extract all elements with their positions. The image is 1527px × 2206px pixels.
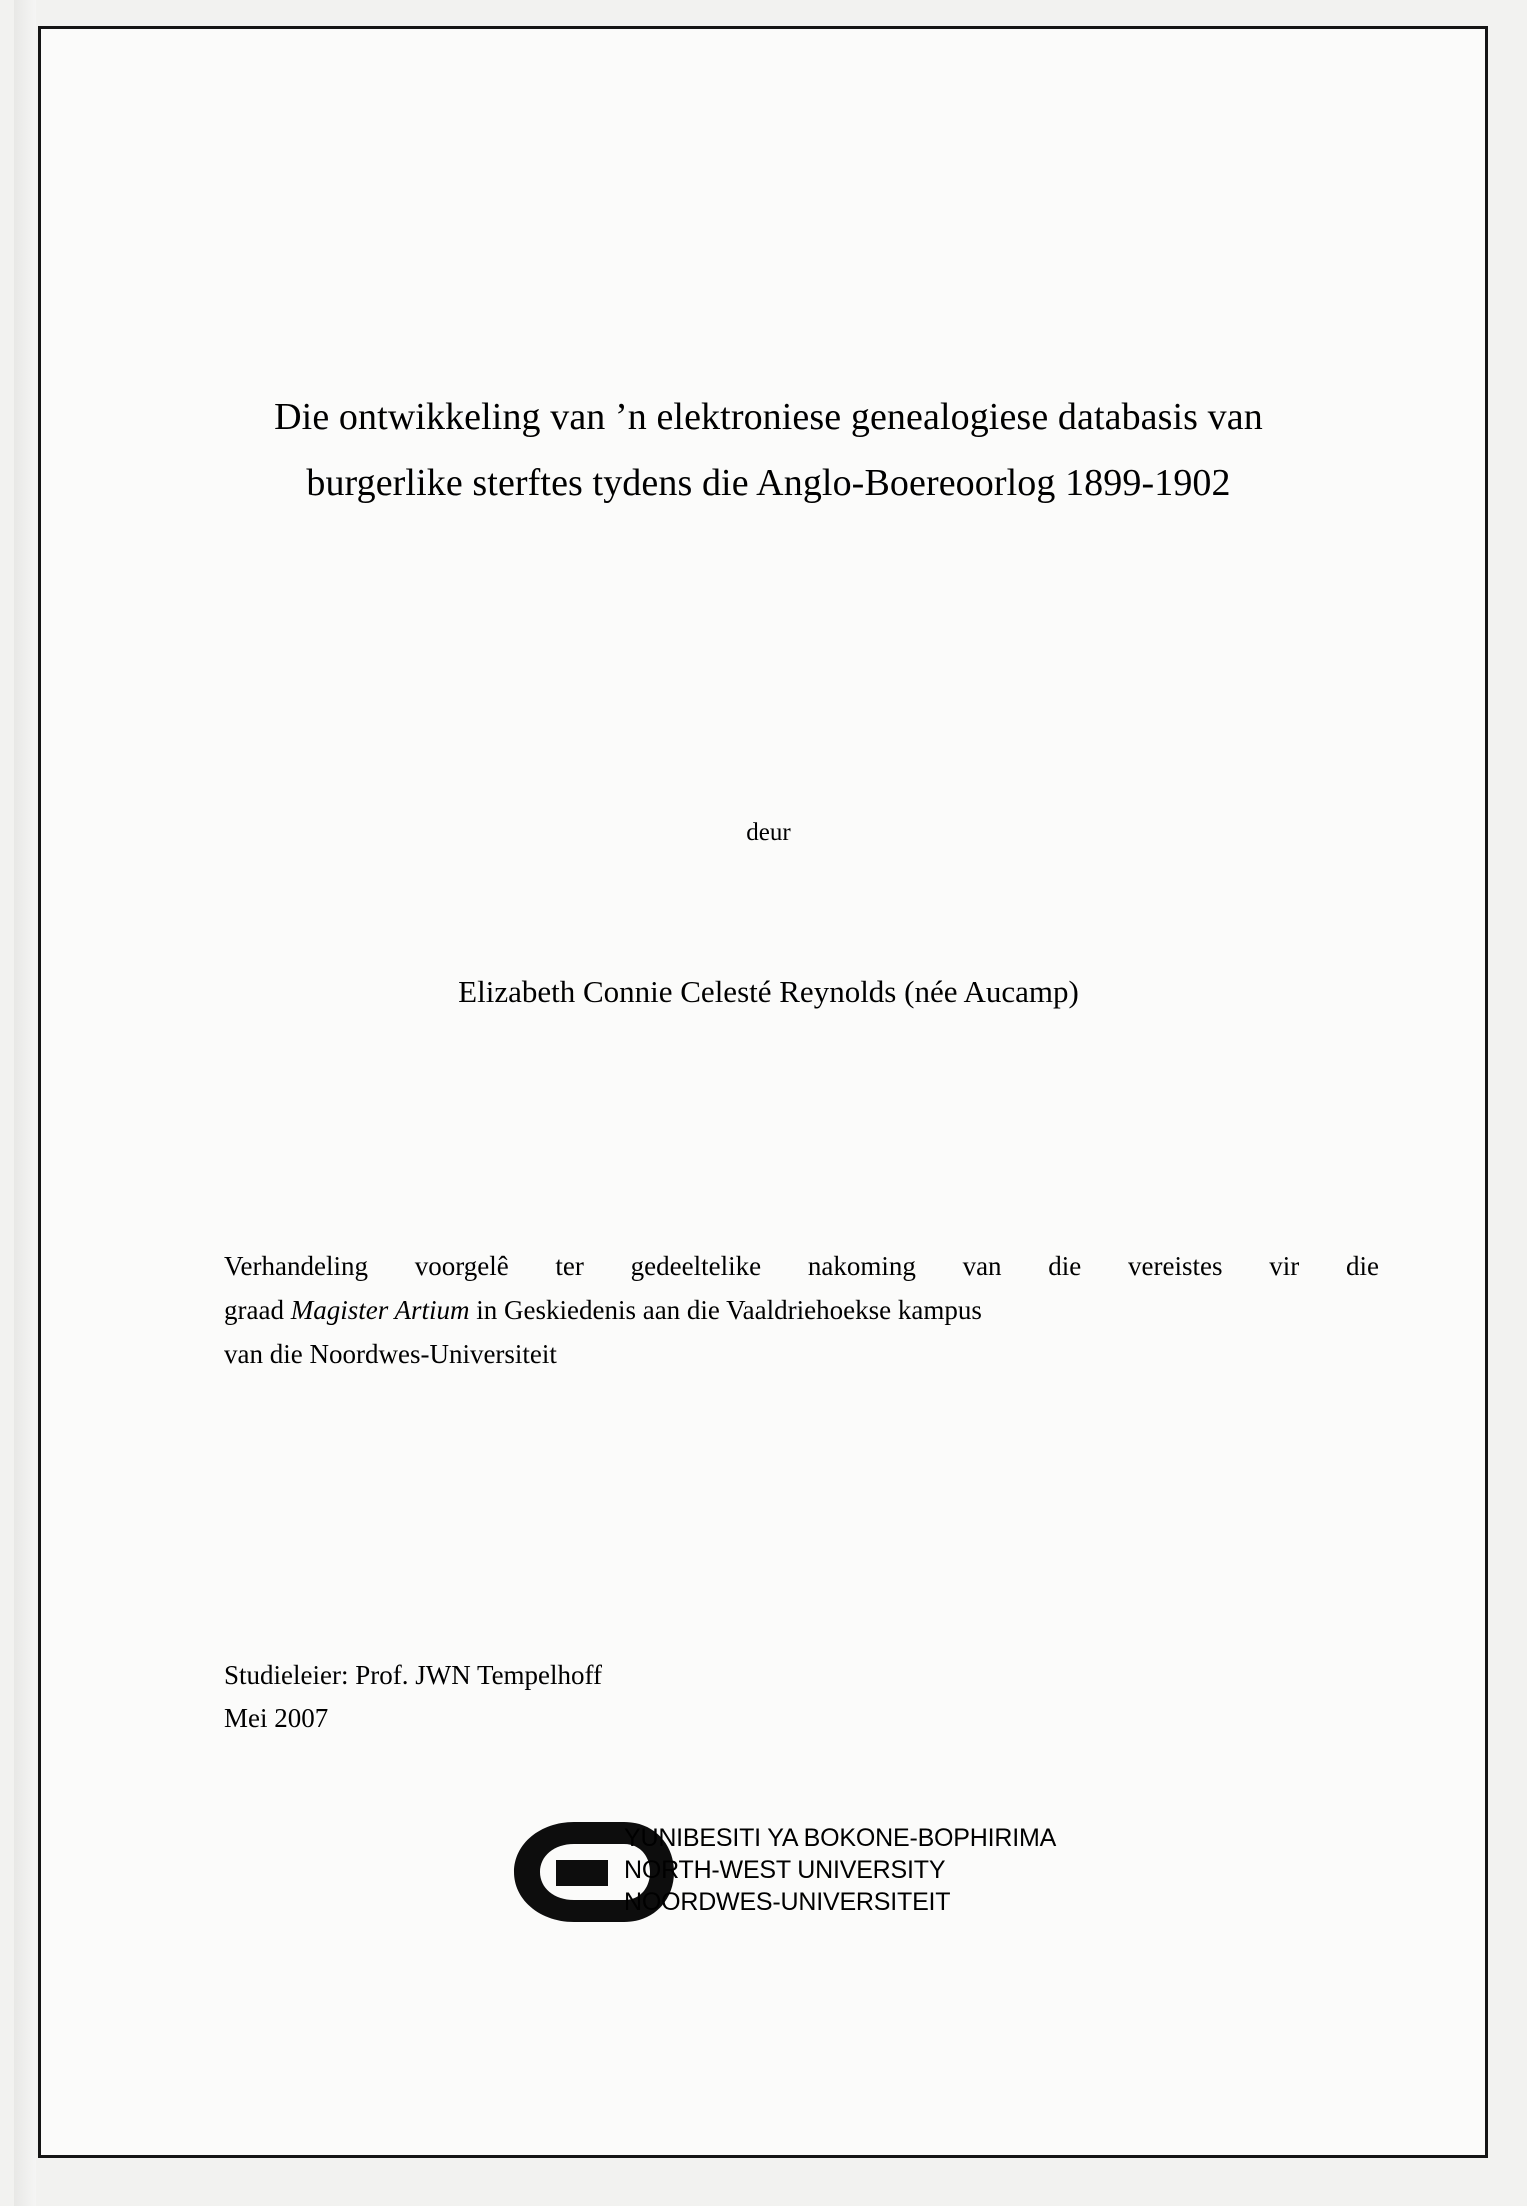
logo-text-line-3: NOORDWES-UNIVERSITEIT (624, 1888, 951, 1916)
supervisor-and-date (224, 1654, 602, 1740)
title-line-2: burgerlike sterftes tydens die Anglo-Boereoorlog 1899-1902 (306, 462, 1231, 504)
author-name: Elizabeth Connie Celesté Reynolds (née Aucamp) (458, 974, 1079, 1009)
logo-text-line-2: NORTH-WEST UNIVERSITY (624, 1856, 946, 1884)
degree-statement-line-2 (224, 1288, 1379, 1332)
page-title (191, 384, 1346, 516)
university-logo-text (624, 1822, 1056, 1918)
title-line-1: Die ontwikkeling van ’n elektroniese genealogiese databasis van (274, 396, 1263, 438)
title-page-border (38, 26, 1488, 2158)
supervisor-line: Studieleier: Prof. JWN Tempelhoff (224, 1660, 603, 1690)
university-logo-block (496, 1814, 1136, 1944)
scan-edge-shadow (14, 0, 36, 2206)
title-page-content (41, 29, 1485, 2155)
degree-statement (224, 1244, 1379, 1376)
degree-statement-line-1: Verhandeling voorgelê ter gedeeltelike nakoming van die vereistes vir die (224, 1251, 1379, 1281)
byline-label: deur (746, 819, 791, 846)
degree-statement-line-2-suffix: in Geskiedenis aan die Vaaldriehoekse kampus (469, 1295, 982, 1325)
degree-statement-line-3: van die Noordwes-Universiteit (224, 1339, 557, 1369)
date-line: Mei 2007 (224, 1703, 329, 1733)
degree-name-italic: Magister Artium (290, 1295, 470, 1325)
degree-statement-line-2-prefix: graad (224, 1295, 291, 1325)
logo-text-line-1: YUNIBESITI YA BOKONE-BOPHIRIMA (624, 1824, 1057, 1852)
